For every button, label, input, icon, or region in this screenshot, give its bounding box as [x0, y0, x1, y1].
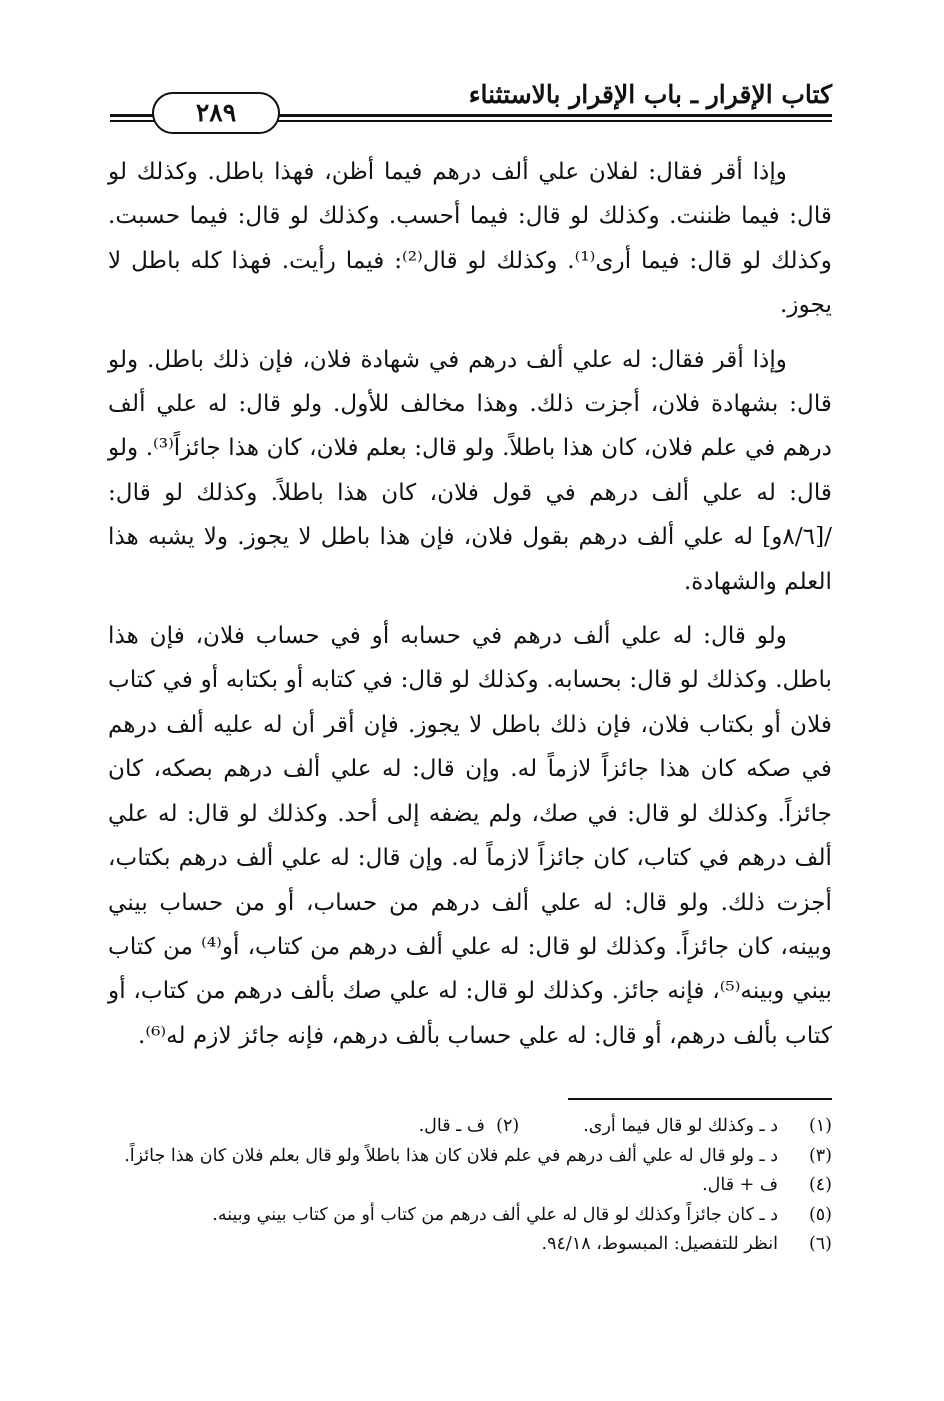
footnote-3 [110, 1142, 832, 1172]
footnote-text: انظر للتفصيل: المبسوط، ٩٤/١٨. [541, 1234, 778, 1254]
page-header [110, 72, 832, 128]
footnote-number: (٦) [808, 1234, 832, 1254]
paragraph-3: ولو قال: له علي ألف درهم في حسابه أو في حساب فلان، فإن هذا باطل. وكذلك لو قال: بحسابه. وكذلك لو قال: في كتابه أو بكتابه أو في كتاب فلان أو بكتاب فلان، فإن ذلك باطل لا يجوز. فإن أقر أن له عليه ألف درهم في صكه كان هذا جائزاً لازماً له. وإن قال: له علي ألف درهم بصكه، كان جائزاً. وكذلك لو قال: في صك، ولم يضفه إلى أحد. وكذلك لو قال: له علي ألف درهم في كتاب، كان جائزاً لازماً له. وإن قال: له علي ألف درهم بكتاب، أجزت ذلك. ولو قال: له علي ألف درهم من حساب، أو من حساب بيني وبينه، كان جائزاً. وكذلك لو قال: له علي ألف درهم من كتاب، أو⁽⁴⁾ من كتاب بيني وبينه⁽⁵⁾، فإنه جائز. وكذلك لو قال: له علي صك بألف درهم من كتاب، أو كتاب بألف درهم، أو قال: له علي حساب بألف درهم، فإنه جائز لازم له⁽⁶⁾. [108, 622, 833, 1049]
footnote-text-group [110, 1112, 778, 1142]
footnote-text: د ـ كان جائزاً وكذلك لو قال له علي ألف درهم من كتاب أو من كتاب بيني وبينه. [212, 1204, 778, 1225]
paragraph-1: وإذا أقر فقال: لفلان علي ألف درهم فيما أظن، فهذا باطل. وكذلك لو قال: فيما ظننت. وكذلك لو قال: فيما أحسب. وكذلك لو قال: فيما حسبت. وكذلك لو قال: فيما أرى⁽¹⁾. وكذلك لو قال⁽²⁾: فيما رأيت. فهذا كله باطل لا يجوز. [108, 158, 832, 319]
footnote-5 [110, 1201, 832, 1231]
footnote-1 [110, 1112, 832, 1142]
footnote-text: د ـ ولو قال له علي ألف درهم في علم فلان كان هذا باطلاً ولو قال بعلم فلان كان هذا جائزاً. [124, 1145, 778, 1166]
footnote-number: (٥) [808, 1204, 832, 1225]
running-title: كتاب الإقرار ـ باب الإقرار بالاستثناء [468, 80, 832, 109]
footnote-number: (٤) [808, 1175, 832, 1195]
page-number: ٢٨٩ [152, 92, 280, 134]
footnote-number: (٣) [808, 1145, 832, 1166]
footnote-number: (١) [808, 1116, 832, 1136]
footnote-6 [110, 1230, 832, 1260]
footnote-text: د ـ وكذلك لو قال فيما أرى. [583, 1116, 778, 1136]
footnote-number: (٢) [496, 1116, 520, 1136]
footnote-text: ف ـ قال. [418, 1116, 485, 1136]
footnote-separator [568, 1098, 832, 1100]
footnotes [110, 1112, 832, 1260]
main-text [108, 150, 832, 1068]
paragraph-2: وإذا أقر فقال: له علي ألف درهم في شهادة فلان، فإن ذلك باطل. ولو قال: بشهادة فلان، أجزت ذلك. وهذا مخالف للأول. ولو قال: له علي ألف درهم في علم فلان، كان هذا باطلاً. ولو قال: بعلم فلان، كان هذا جائزاً⁽³⁾. ولو قال: له علي ألف درهم في قول فلان، كان هذا باطلاً. وكذلك لو قال: /[٨/٦و] له علي ألف درهم بقول فلان، فإن هذا باطل لا يجوز. ولا يشبه هذا العلم والشهادة. [108, 345, 832, 595]
footnote-4 [110, 1171, 832, 1201]
footnote-text: ف + قال. [702, 1175, 778, 1195]
